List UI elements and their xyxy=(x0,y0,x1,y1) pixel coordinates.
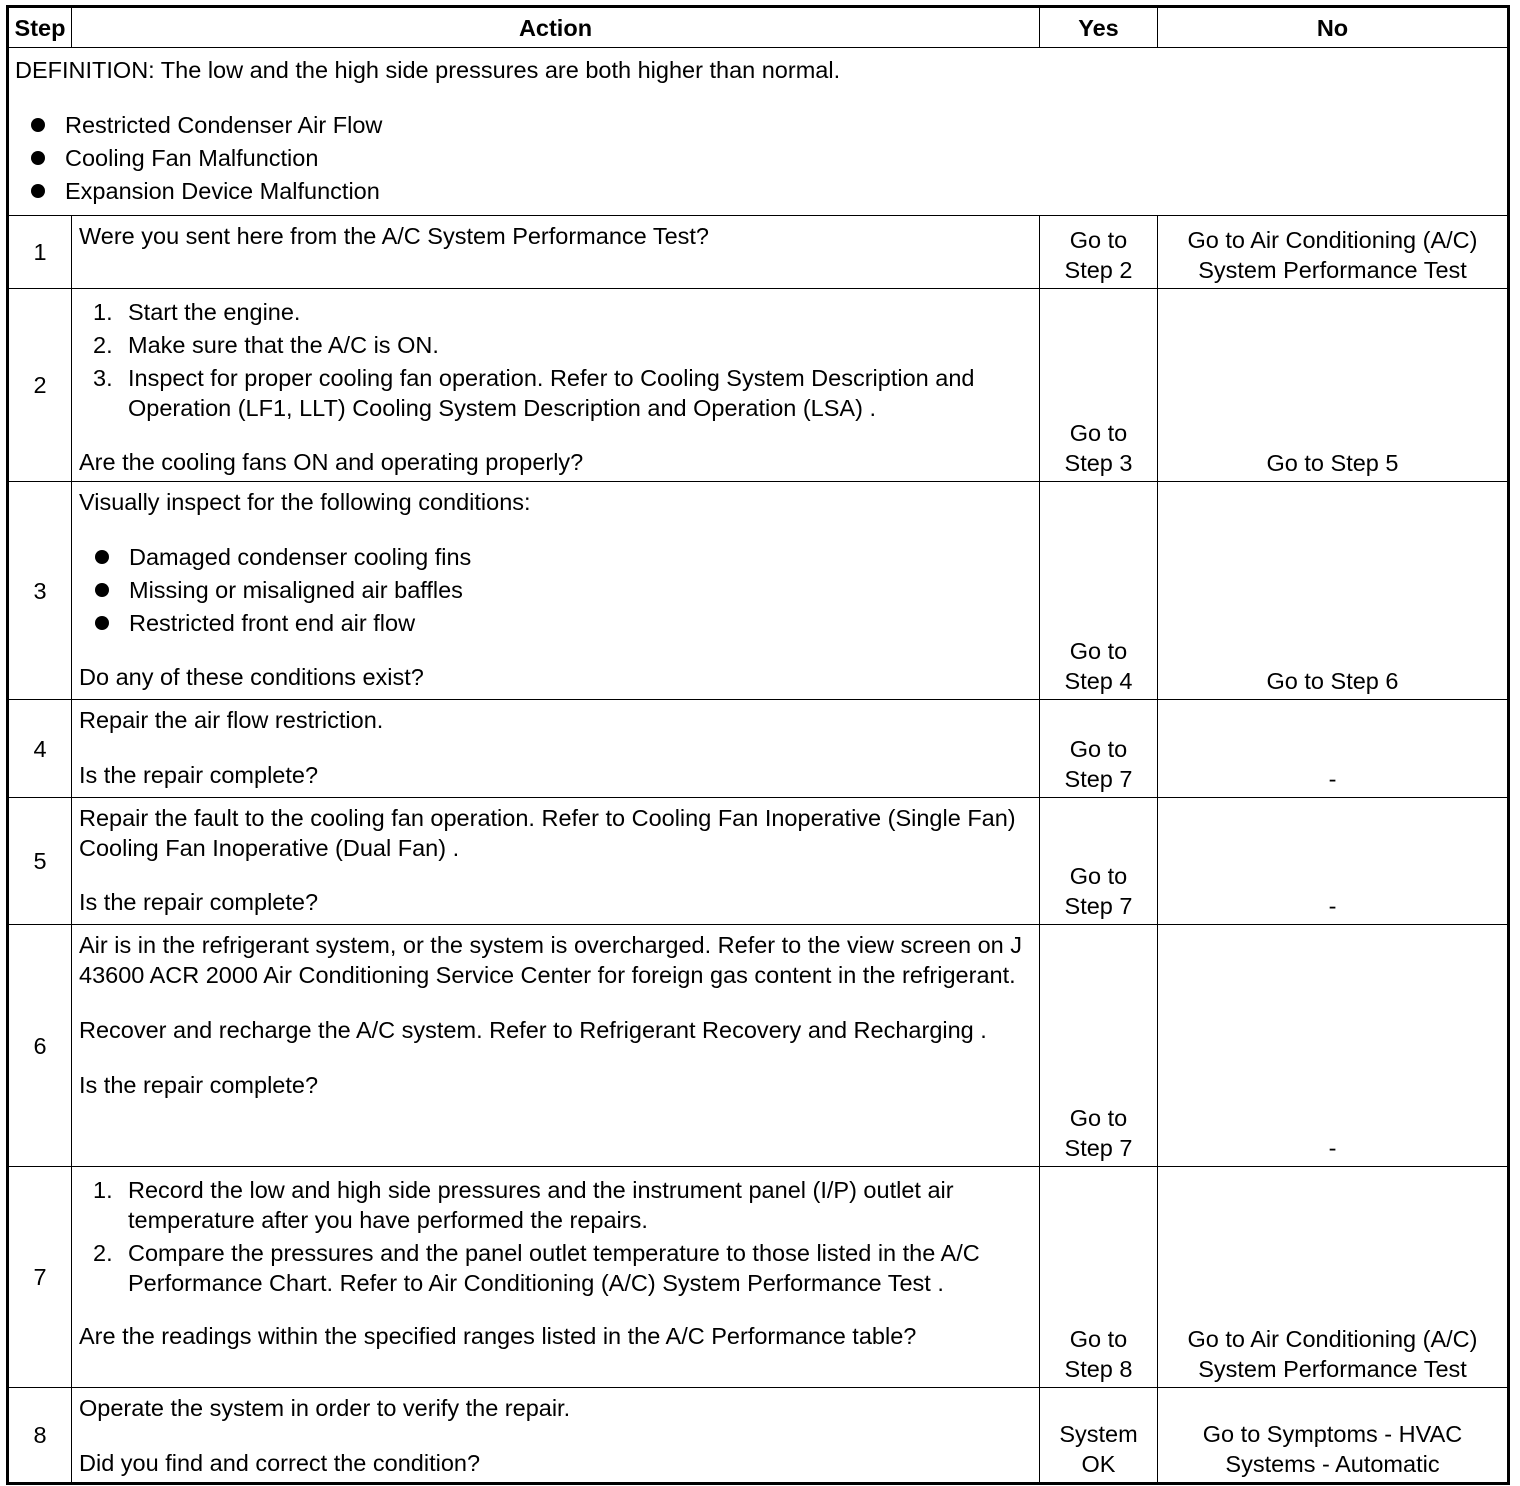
table-row xyxy=(8,1388,1509,1484)
header-no: No xyxy=(1158,7,1509,48)
intro-text: Repair the air flow restriction. xyxy=(79,707,384,733)
question-text: Do any of these conditions exist? xyxy=(79,664,424,690)
question-text: Are the cooling fans ON and operating properly? xyxy=(79,449,584,475)
diagnostic-table xyxy=(6,5,1510,1485)
no-cell: Go to Air Conditioning (A/C) System Performance Test xyxy=(1158,216,1509,289)
header-yes: Yes xyxy=(1040,7,1158,48)
yes-cell: Go to Step 7 xyxy=(1040,925,1158,1167)
table-row xyxy=(8,700,1509,798)
step-number: 7 xyxy=(8,1167,72,1388)
question-text: Is the repair complete? xyxy=(79,762,319,788)
intro-text: Operate the system in order to verify the repair. xyxy=(79,1395,571,1421)
intro-text: Recover and recharge the A/C system. Refer to Refrigerant Recovery and Recharging . xyxy=(79,1017,987,1043)
no-cell: Go to Step 5 xyxy=(1158,289,1509,482)
list-item: Restricted front end air flow xyxy=(79,608,1033,638)
header-action: Action xyxy=(72,7,1040,48)
no-cell: Go to Step 6 xyxy=(1158,482,1509,700)
question-text: Are the readings within the specified ranges listed in the A/C Performance table? xyxy=(79,1323,917,1349)
list-item: 3. Inspect for proper cooling fan operation. Refer to Cooling System Description and Operation (LF1, LLT) Cooling System Description and Operation (LSA) . xyxy=(93,365,975,421)
condition-list xyxy=(79,542,1033,638)
action-cell xyxy=(72,1167,1040,1388)
yes-cell: System OK xyxy=(1040,1388,1158,1484)
no-cell: - xyxy=(1158,925,1509,1167)
definition-row xyxy=(8,48,1509,216)
table-row xyxy=(8,925,1509,1167)
bullet-icon xyxy=(31,151,45,165)
bullet-icon xyxy=(95,550,109,564)
action-cell xyxy=(72,289,1040,482)
list-item: Expansion Device Malfunction xyxy=(15,176,1501,206)
list-item: Cooling Fan Malfunction xyxy=(15,143,1501,173)
header-step: Step xyxy=(8,7,72,48)
bullet-icon xyxy=(31,118,45,132)
table-row xyxy=(8,216,1509,289)
numbered-list xyxy=(79,1175,1033,1298)
yes-cell: Go to Step 7 xyxy=(1040,700,1158,798)
question-text: Is the repair complete? xyxy=(79,889,319,915)
intro-text: Air is in the refrigerant system, or the system is overcharged. Refer to the view screen on J 43600 ACR 2000 Air Conditioning Service Center for foreign gas content in the refrigerant. xyxy=(79,932,1022,988)
yes-cell: Go to Step 7 xyxy=(1040,798,1158,925)
yes-cell: Go to Step 3 xyxy=(1040,289,1158,482)
step-number: 4 xyxy=(8,700,72,798)
action-cell xyxy=(72,798,1040,925)
action-cell xyxy=(72,482,1040,700)
list-item: 2. Compare the pressures and the panel outlet temperature to those listed in the A/C Performance Chart. Refer to Air Conditioning (A/C) System Performance Test . xyxy=(93,1240,980,1296)
list-item: Missing or misaligned air baffles xyxy=(79,575,1033,605)
step-number: 5 xyxy=(8,798,72,925)
step-number: 8 xyxy=(8,1388,72,1484)
definition-list xyxy=(15,110,1501,206)
action-cell xyxy=(72,700,1040,798)
list-item: 1. Record the low and high side pressures and the instrument panel (I/P) outlet air temperature after you have performed the repairs. xyxy=(93,1177,954,1233)
bullet-icon xyxy=(31,184,45,198)
question-text: Were you sent here from the A/C System Performance Test? xyxy=(79,223,709,249)
step-number: 6 xyxy=(8,925,72,1167)
bullet-icon xyxy=(95,616,109,630)
definition-cell xyxy=(8,48,1509,216)
step-number: 3 xyxy=(8,482,72,700)
yes-cell: Go to Step 2 xyxy=(1040,216,1158,289)
step-number: 1 xyxy=(8,216,72,289)
no-cell: - xyxy=(1158,700,1509,798)
question-text: Is the repair complete? xyxy=(79,1072,319,1098)
no-cell: - xyxy=(1158,798,1509,925)
question-text: Did you find and correct the condition? xyxy=(79,1450,481,1476)
no-cell: Go to Symptoms - HVAC Systems - Automatic xyxy=(1158,1388,1509,1484)
intro-text: Visually inspect for the following conditions: xyxy=(79,489,531,515)
list-item: Restricted Condenser Air Flow xyxy=(15,110,1501,140)
no-cell: Go to Air Conditioning (A/C) System Performance Test xyxy=(1158,1167,1509,1388)
action-cell xyxy=(72,216,1040,289)
table-row xyxy=(8,798,1509,925)
action-cell xyxy=(72,1388,1040,1484)
list-item: 2. Make sure that the A/C is ON. xyxy=(93,332,439,358)
table-row xyxy=(8,1167,1509,1388)
yes-cell: Go to Step 4 xyxy=(1040,482,1158,700)
list-item: 1. Start the engine. xyxy=(93,299,301,325)
list-item: Damaged condenser cooling fins xyxy=(79,542,1033,572)
header-row xyxy=(8,7,1509,48)
definition-text: DEFINITION: The low and the high side pressures are both higher than normal. xyxy=(15,57,841,83)
table-row xyxy=(8,289,1509,482)
yes-cell: Go to Step 8 xyxy=(1040,1167,1158,1388)
action-cell xyxy=(72,925,1040,1167)
bullet-icon xyxy=(95,583,109,597)
numbered-list xyxy=(79,297,1033,423)
table-row xyxy=(8,482,1509,700)
intro-text: Repair the fault to the cooling fan operation. Refer to Cooling Fan Inoperative (Single Fan) Cooling Fan Inoperative (Dual Fan) . xyxy=(79,805,1016,861)
step-number: 2 xyxy=(8,289,72,482)
